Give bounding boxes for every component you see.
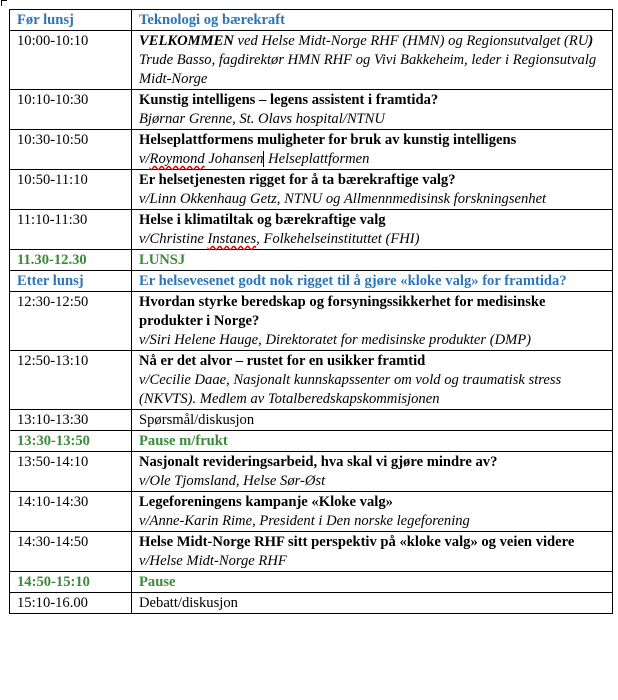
session-cell	[132, 130, 613, 170]
speaker: v/Linn Okkenhaug Getz, NTNU og Allmennmedisinsk forskningsenhet	[139, 191, 547, 207]
speaker: Bjørnar Grenne, St. Olavs hospital/NTNU	[139, 111, 385, 127]
session-cell	[132, 170, 613, 210]
session-title: Nasjonalt revideringsarbeid, hva skal vi gjøre mindre av?	[139, 454, 498, 470]
speaker: v/Anne-Karin Rime, President i Den norske legeforening	[139, 513, 470, 529]
time-cell: 13:10-13:30	[10, 410, 132, 431]
table-row	[10, 31, 613, 90]
session-cell	[132, 31, 613, 90]
table-row	[10, 452, 613, 492]
speaker: v/Helse Midt-Norge RHF	[139, 553, 287, 569]
header-time: Før lunsj	[10, 10, 132, 31]
header-title: Teknologi og bærekraft	[132, 10, 613, 31]
time-cell: 10:10-10:30	[10, 90, 132, 130]
session-title: Helse i klimatiltak og bærekraftige valg	[139, 212, 386, 228]
table-row	[10, 351, 613, 410]
header-title: Er helsevesenet godt nok rigget til å gjøre «kloke valg» for framtida?	[132, 271, 613, 292]
table-row	[10, 532, 613, 572]
table-row	[10, 492, 613, 532]
title-rest: ved Helse Midt-Norge RHF (HMN) og Regionsutvalget (RU	[233, 33, 589, 49]
time-cell: 15:10-16.00	[10, 593, 132, 614]
time-cell: 10:30-10:50	[10, 130, 132, 170]
time-cell: 12:50-13:10	[10, 351, 132, 410]
speaker-surname: Johansen	[204, 151, 264, 167]
speaker-prefix: v/	[139, 151, 150, 167]
time-cell: 14:30-14:50	[10, 532, 132, 572]
section-header-afternoon	[10, 271, 613, 292]
break-time: 14:50-15:10	[10, 572, 132, 593]
table-row	[10, 170, 613, 210]
speaker-org: , Folkehelseinstituttet (FHI)	[256, 231, 420, 247]
session-title	[139, 32, 608, 51]
break-row	[10, 572, 613, 593]
session-cell	[132, 532, 613, 572]
break-title: Pause m/frukt	[132, 431, 613, 452]
lunch-title: LUNSJ	[132, 250, 613, 271]
time-cell: 13:50-14:10	[10, 452, 132, 492]
table-row	[10, 130, 613, 170]
session-plain: Debatt/diskusjon	[132, 593, 613, 614]
section-header-morning	[10, 10, 613, 31]
session-title: Kunstig intelligens – legens assistent i framtida?	[139, 92, 439, 108]
table-row	[10, 210, 613, 250]
session-cell	[132, 492, 613, 532]
time-cell: 12:30-12:50	[10, 292, 132, 351]
speaker-misspelled: Instanes	[207, 231, 257, 247]
speaker-prefix: v/Christine	[139, 231, 208, 247]
session-title: Legeforeningens kampanje «Kloke valg»	[139, 494, 393, 510]
time-cell: 10:50-11:10	[10, 170, 132, 210]
break-time: 13:30-13:50	[10, 431, 132, 452]
header-time: Etter lunsj	[10, 271, 132, 292]
break-row	[10, 431, 613, 452]
program-table	[9, 9, 613, 614]
session-cell	[132, 210, 613, 250]
table-row	[10, 90, 613, 130]
time-cell: 14:10-14:30	[10, 492, 132, 532]
lunch-time: 11.30-12.30	[10, 250, 132, 271]
session-cell	[132, 351, 613, 410]
speaker: v/Cecilie Daae, Nasjonalt kunnskapssenter om vold og traumatisk stress (NKVTS). Medlem av Totalberedskapskommisjonen	[139, 372, 562, 407]
speaker-misspelled: Roymond	[149, 151, 205, 167]
lunch-row	[10, 250, 613, 271]
session-plain: Spørsmål/diskusjon	[132, 410, 613, 431]
speaker: v/Siri Helene Hauge, Direktoratet for medisinske produkter (DMP)	[139, 332, 532, 348]
table-row	[10, 292, 613, 351]
session-title: Hvordan styrke beredskap og forsyningssikkerhet for medisinske produkter i Norge?	[139, 294, 546, 329]
table-row	[10, 593, 613, 614]
session-title: Er helsetjenesten rigget for å ta bærekraftige valg?	[139, 172, 456, 188]
session-cell	[132, 90, 613, 130]
speaker-org: Helseplattformen	[264, 151, 370, 167]
title-end: )	[588, 33, 594, 49]
session-title: Helse Midt-Norge RHF sitt perspektiv på «kloke valg» og veien videre	[139, 534, 575, 550]
speaker	[139, 230, 608, 249]
speaker	[139, 150, 608, 169]
session-cell	[132, 292, 613, 351]
page-corner-mark	[1, 0, 7, 6]
speaker: Trude Basso, fagdirektør HMN RHF og Vivi Bakkeheim, leder i Regionsutvalg Midt-Norge	[139, 52, 597, 87]
title-lead: VELKOMMEN	[139, 33, 234, 49]
speaker: v/Ole Tjomsland, Helse Sør-Øst	[139, 473, 326, 489]
break-title: Pause	[132, 572, 613, 593]
time-cell: 11:10-11:30	[10, 210, 132, 250]
session-title: Helseplattformens muligheter for bruk av kunstig intelligens	[139, 132, 517, 148]
session-cell	[132, 452, 613, 492]
time-cell: 10:00-10:10	[10, 31, 132, 90]
session-title: Nå er det alvor – rustet for en usikker framtid	[139, 353, 426, 369]
table-row	[10, 410, 613, 431]
